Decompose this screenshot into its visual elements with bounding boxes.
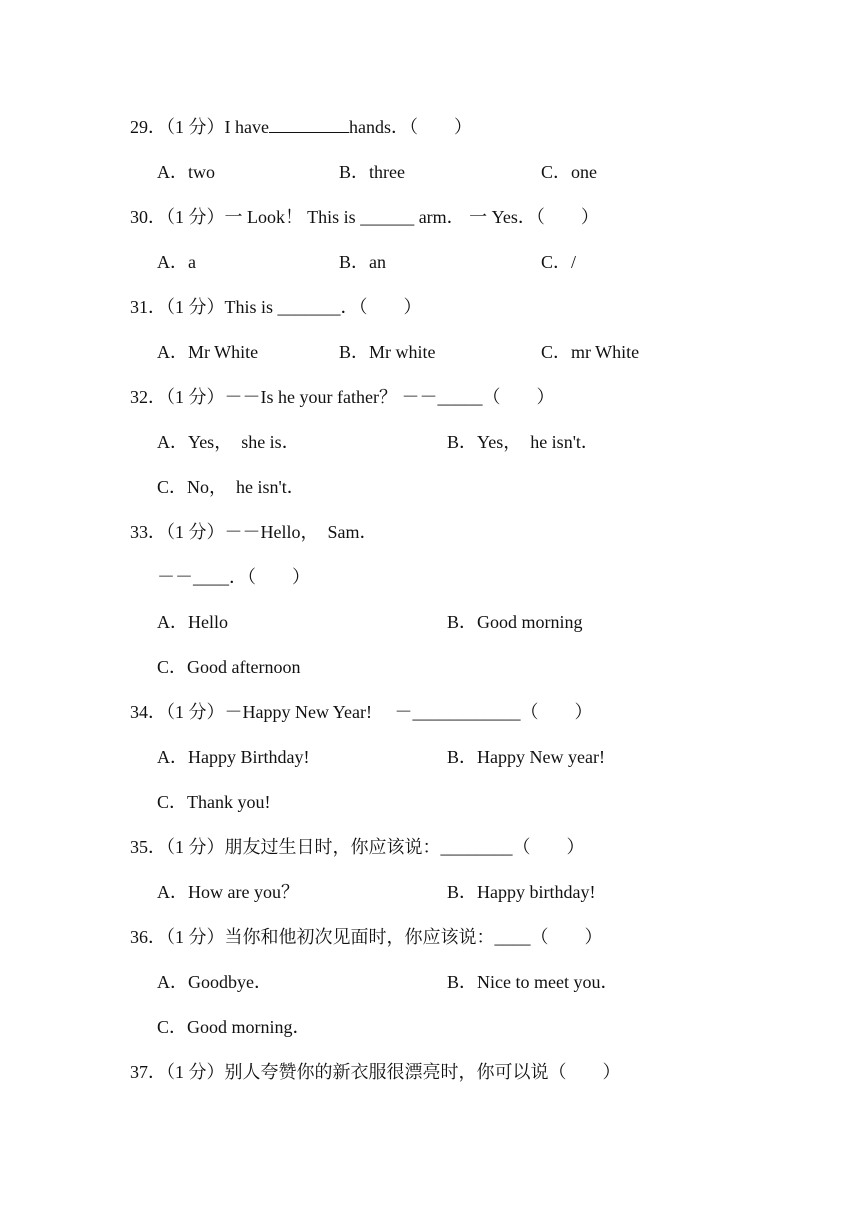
- question-32: [130, 385, 554, 409]
- question-33-line1: 33．（1 分）－－Hello， Sam．: [130, 522, 378, 542]
- answer-blank: ____: [193, 567, 229, 587]
- question-29: [130, 115, 472, 139]
- question-33-suffix: ．（ ）: [229, 567, 310, 587]
- question-30-options: [157, 250, 797, 274]
- option-b: B．three: [339, 162, 405, 182]
- answer-blank: ________: [440, 837, 513, 857]
- option-c: C．No， he isn't．: [157, 477, 305, 497]
- question-35: [130, 835, 585, 859]
- answer-blank: _______: [277, 297, 341, 317]
- option-a: A．Yes， she is．: [157, 432, 300, 452]
- answer-blank: [269, 115, 349, 133]
- option-a: A．Goodbye．: [157, 972, 272, 992]
- question-33: [130, 520, 378, 544]
- question-31-options: [157, 340, 797, 364]
- question-30-suffix: arm． 一 Yes．（ ）: [414, 207, 599, 227]
- option-b: B．Nice to meet you．: [447, 972, 619, 992]
- question-36-prefix: 36．（1 分）当你和他初次见面时，你应该说：: [130, 927, 495, 947]
- option-a: A．Mr White: [157, 342, 259, 362]
- question-29-prefix: 29．（1 分）I have: [130, 117, 269, 137]
- question-33-options-row1: [157, 610, 797, 634]
- question-34-options-row1: [157, 745, 797, 769]
- option-a: A．Hello: [157, 612, 228, 632]
- option-b: B．Good morning: [447, 612, 583, 632]
- answer-blank: ____: [494, 927, 531, 947]
- question-35-suffix: （ ）: [512, 837, 585, 857]
- option-a: A．a: [157, 252, 196, 272]
- option-a: A．two: [157, 162, 215, 182]
- question-36-suffix: （ ）: [530, 927, 603, 947]
- question-31-prefix: 31．（1 分）This is: [130, 297, 278, 317]
- option-b: B．an: [339, 252, 386, 272]
- question-35-prefix: 35．（1 分）朋友过生日时，你应该说：: [130, 837, 441, 857]
- question-34: [130, 700, 592, 724]
- question-34-options-row2: [157, 790, 797, 814]
- option-b: B．Mr white: [339, 342, 436, 362]
- option-c: C．mr White: [541, 342, 640, 362]
- question-30: [130, 205, 599, 229]
- question-33-reply: [157, 565, 310, 589]
- question-36-options-row1: [157, 970, 797, 994]
- option-c: C．one: [541, 162, 597, 182]
- option-c: C．Good morning．: [157, 1017, 311, 1037]
- question-37: [130, 1060, 621, 1084]
- question-37-text: 37．（1 分）别人夸赞你的新衣服很漂亮时，你可以说（ ）: [130, 1062, 621, 1082]
- answer-blank: ______: [360, 207, 415, 227]
- question-34-suffix: （ ）: [520, 702, 593, 722]
- question-34-prefix: 34．（1 分）－Happy New Year! －: [130, 702, 413, 722]
- question-33-options-row2: [157, 655, 797, 679]
- option-a: A．How are you？: [157, 882, 299, 902]
- question-36: [130, 925, 603, 949]
- question-31-suffix: ．（ ）: [340, 297, 422, 317]
- question-36-options-row2: [157, 1015, 797, 1039]
- option-b: B．Yes， he isn't．: [447, 432, 599, 452]
- option-b: B．Happy New year!: [447, 747, 605, 767]
- question-30-prefix: 30．（1 分）一 Look！ This is: [130, 207, 361, 227]
- question-32-prefix: 32．（1 分）－－Is he your father？ －－: [130, 387, 438, 407]
- question-33-prefix: －－: [157, 567, 193, 587]
- question-32-suffix: （ ）: [482, 387, 555, 407]
- option-c: C．Thank you!: [157, 792, 271, 812]
- option-c: C．Good afternoon: [157, 657, 301, 677]
- option-b: B．Happy birthday!: [447, 882, 596, 902]
- question-35-options: [157, 880, 797, 904]
- question-29-suffix: hands．（ ）: [348, 117, 472, 137]
- question-32-options-row2: [157, 475, 797, 499]
- answer-blank: ____________: [412, 702, 521, 722]
- question-29-options: [157, 160, 797, 184]
- question-31: [130, 295, 422, 319]
- answer-blank: _____: [437, 387, 483, 407]
- option-c: C．/: [541, 252, 577, 272]
- option-a: A．Happy Birthday!: [157, 747, 310, 767]
- question-32-options-row1: [157, 430, 797, 454]
